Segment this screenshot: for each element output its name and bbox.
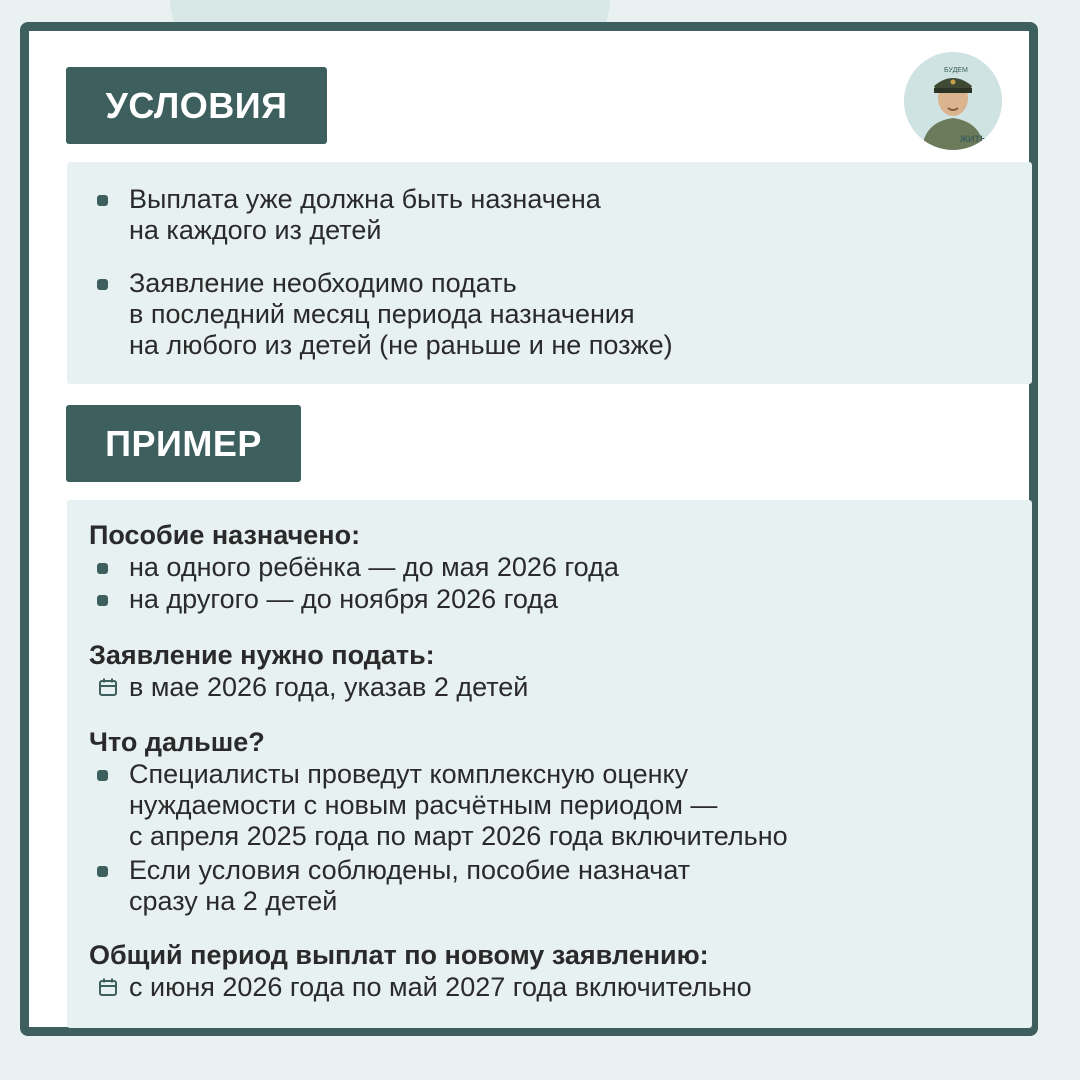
bullet-icon (97, 770, 108, 781)
condition-line: Заявление необходимо подать (129, 268, 517, 298)
assigned-item-text: на одного ребёнка — до мая 2026 года (129, 552, 619, 582)
next-item-line: сразу на 2 детей (129, 886, 338, 916)
logo-avatar (901, 49, 1005, 153)
period-item-text: с июня 2026 года по май 2027 года включительно (129, 972, 752, 1002)
condition-line: в последний месяц периода назначения (129, 299, 635, 329)
svg-text:БУДЕМ: БУДЕМ (944, 67, 968, 74)
conditions-panel (67, 162, 1032, 384)
condition-line: на любого из детей (не раньше и не позже) (129, 330, 673, 360)
apply-heading: Заявление нужно подать: (89, 640, 435, 670)
calendar-icon (98, 977, 118, 997)
bullet-icon (97, 866, 108, 877)
next-heading: Что дальше? (89, 727, 265, 757)
condition-line: на каждого из детей (129, 215, 382, 245)
bullet-icon (97, 195, 108, 206)
next-item-line: Специалисты проведут комплексную оценку (129, 759, 689, 789)
period-heading: Общий период выплат по новому заявлению: (89, 940, 709, 970)
apply-item-text: в мае 2026 года, указав 2 детей (129, 672, 529, 702)
conditions-heading: УСЛОВИЯ (66, 67, 327, 144)
next-item-line: с апреля 2025 года по март 2026 года включительно (129, 821, 788, 851)
assigned-item-text: на другого — до ноября 2026 года (129, 584, 559, 614)
example-heading: ПРИМЕР (66, 405, 301, 482)
calendar-icon (98, 677, 118, 697)
soldier-portrait-icon (904, 52, 1002, 150)
assigned-heading: Пособие назначено: (89, 520, 361, 550)
svg-text:ЖИТЬ: ЖИТЬ (960, 134, 987, 144)
condition-line: Выплата уже должна быть назначена (129, 184, 601, 214)
next-item-line: нуждаемости с новым расчётным периодом — (129, 790, 718, 820)
bullet-icon (97, 563, 108, 574)
bullet-icon (97, 595, 108, 606)
next-item-line: Если условия соблюдены, пособие назначат (129, 855, 691, 885)
example-panel (67, 500, 1032, 1028)
card-frame (20, 22, 1038, 1036)
bullet-icon (97, 279, 108, 290)
